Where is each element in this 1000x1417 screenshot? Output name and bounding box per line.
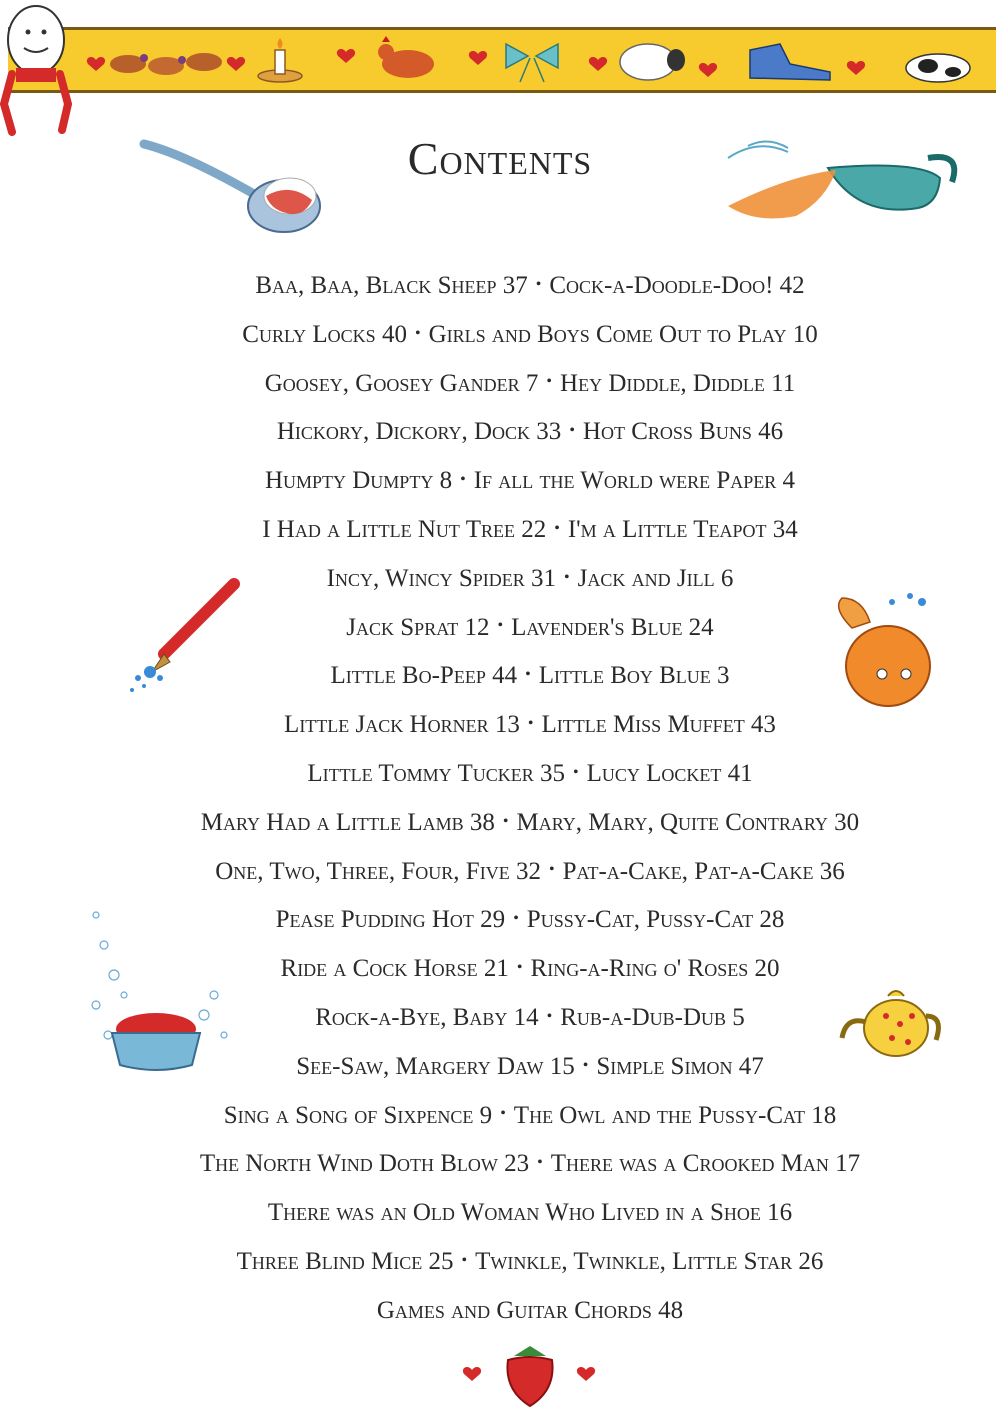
contents-entry[interactable]: Hickory, Dickory, Dock 33 — [276, 418, 562, 446]
contents-entry[interactable]: There was an Old Woman Who Lived in a Shoe 16 — [267, 1199, 793, 1227]
bow-icon — [506, 44, 558, 82]
contents-entry[interactable]: Pussy-Cat, Pussy-Cat 28 — [526, 906, 785, 934]
strawberry-icon — [462, 1344, 597, 1409]
contents-entry[interactable]: Lavender's Blue 24 — [511, 613, 714, 641]
heart-icon — [463, 1367, 481, 1381]
contents-entry[interactable]: Pease Pudding Hot 29 — [275, 906, 506, 934]
contents-entry[interactable]: Games and Guitar Chords 48 — [376, 1296, 684, 1324]
bullet-separator: • — [537, 1154, 543, 1172]
bullet-separator: • — [582, 1056, 589, 1074]
heart-icon — [847, 61, 865, 75]
contents-entry[interactable]: There was a Crooked Man 17 — [550, 1150, 861, 1178]
contents-line — [130, 457, 930, 506]
contents-entry[interactable]: Little Bo-Peep 44 — [330, 662, 518, 690]
hen-icon — [378, 36, 434, 78]
contents-line — [130, 311, 930, 360]
bullet-separator: • — [460, 471, 466, 489]
contents-entry[interactable]: I Had a Little Nut Tree 22 — [262, 515, 547, 543]
contents-entry[interactable]: Jack and Jill 6 — [577, 564, 734, 592]
heart-icon — [87, 57, 105, 71]
bullet-separator: • — [516, 959, 523, 977]
contents-entry[interactable]: Hot Cross Buns 46 — [582, 418, 784, 446]
bullet-separator: • — [527, 715, 534, 733]
heart-icon — [227, 57, 245, 71]
contents-entry[interactable]: I'm a Little Teapot 34 — [567, 515, 798, 543]
contents-entry[interactable]: Little Tommy Tucker 35 — [307, 759, 565, 787]
bullet-separator: • — [573, 763, 579, 781]
shoe-icon — [750, 44, 830, 80]
bullet-separator: • — [461, 1251, 468, 1269]
border-illustrations — [8, 30, 996, 90]
bullet-separator: • — [500, 1105, 506, 1123]
contents-entry[interactable]: Humpty Dumpty 8 — [264, 467, 453, 495]
decorative-border — [8, 27, 996, 93]
bullet-separator: • — [414, 324, 421, 342]
contents-line — [130, 1092, 930, 1141]
contents-line — [130, 896, 930, 945]
contents-entry[interactable]: Goosey, Goosey Gander 7 — [264, 369, 539, 397]
contents-entry[interactable]: Sing a Song of Sixpence 9 — [223, 1101, 493, 1129]
contents-entry[interactable]: Girls and Boys Come Out to Play 10 — [428, 320, 818, 348]
contents-entry[interactable]: Little Boy Blue 3 — [538, 662, 730, 690]
heart-icon — [699, 63, 717, 77]
contents-entry[interactable]: Mary Had a Little Lamb 38 — [200, 808, 495, 836]
contents-entry[interactable]: Mary, Mary, Quite Contrary 30 — [516, 808, 860, 836]
contents-line — [130, 1287, 930, 1336]
bullet-separator: • — [513, 910, 519, 928]
contents-line — [130, 506, 930, 555]
contents-entry[interactable]: If all the World were Paper 4 — [473, 467, 796, 495]
contents-line — [130, 799, 930, 848]
contents-entry[interactable]: Simple Simon 47 — [596, 1052, 764, 1080]
bullet-separator: • — [497, 617, 504, 635]
bullet-separator: • — [525, 666, 531, 684]
contents-line — [130, 945, 930, 994]
contents-entry[interactable]: Pat-a-Cake, Pat-a-Cake 36 — [562, 857, 845, 885]
bullet-separator: • — [535, 275, 542, 293]
sheep-icon — [620, 44, 685, 80]
bullet-separator: • — [564, 568, 570, 586]
contents-line — [130, 1189, 930, 1238]
cow-icon — [906, 54, 970, 82]
contents-entry[interactable]: Little Jack Horner 13 — [284, 711, 520, 739]
contents-line — [130, 1140, 930, 1189]
contents-line — [130, 652, 930, 701]
contents-entry[interactable]: Ride a Cock Horse 21 — [280, 955, 509, 983]
contents-line — [130, 994, 930, 1043]
humpty-dumpty-icon — [0, 0, 72, 140]
three-mice-icon — [110, 53, 222, 75]
contents-line — [130, 750, 930, 799]
contents-list — [130, 262, 930, 1336]
bullet-separator: • — [569, 422, 575, 440]
bullet-separator: • — [502, 812, 509, 830]
contents-entry[interactable]: Ring-a-Ring o' Roses 20 — [530, 955, 780, 983]
contents-entry[interactable]: Cock-a-Doodle-Doo! 42 — [549, 272, 805, 299]
contents-entry[interactable]: Little Miss Muffet 43 — [541, 711, 776, 739]
contents-entry[interactable]: One, Two, Three, Four, Five 32 — [215, 857, 541, 885]
contents-line — [130, 555, 930, 604]
heart-icon — [577, 1367, 595, 1381]
contents-line — [130, 848, 930, 897]
heart-icon — [589, 57, 607, 71]
contents-entry[interactable]: See-Saw, Margery Daw 15 — [296, 1052, 575, 1080]
contents-line — [130, 408, 930, 457]
contents-line — [130, 1238, 930, 1287]
bullet-separator: • — [546, 1007, 553, 1025]
contents-line — [130, 360, 930, 409]
contents-entry[interactable]: Lucy Locket 41 — [586, 759, 753, 787]
contents-entry[interactable]: Twinkle, Twinkle, Little Star 26 — [475, 1247, 824, 1275]
candle-icon — [258, 38, 302, 82]
contents-line — [130, 701, 930, 750]
contents-entry[interactable]: Hey Diddle, Diddle 11 — [560, 369, 796, 397]
heart-icon — [337, 49, 355, 63]
heart-icon — [469, 51, 487, 65]
contents-line — [130, 262, 930, 311]
contents-entry[interactable]: Three Blind Mice 25 — [236, 1247, 454, 1275]
contents-line — [130, 1043, 930, 1092]
contents-entry[interactable]: Rock-a-Bye, Baby 14 — [315, 1003, 539, 1031]
contents-entry[interactable]: Jack Sprat 12 — [346, 613, 490, 641]
bullet-separator: • — [546, 373, 553, 391]
contents-entry[interactable]: Incy, Wincy Spider 31 — [326, 564, 557, 592]
contents-entry[interactable]: Baa, Baa, Black Sheep 37 — [255, 272, 528, 299]
bullet-separator: • — [554, 519, 560, 537]
bullet-separator: • — [548, 861, 555, 879]
contents-entry[interactable]: The North Wind Doth Blow 23 — [199, 1150, 530, 1178]
contents-entry[interactable]: Rub-a-Dub-Dub 5 — [560, 1003, 745, 1031]
contents-entry[interactable]: The Owl and the Pussy-Cat 18 — [513, 1101, 837, 1129]
page-title: Contents — [407, 133, 593, 184]
contents-line — [130, 604, 930, 653]
contents-entry[interactable]: Curly Locks 40 — [242, 320, 407, 348]
